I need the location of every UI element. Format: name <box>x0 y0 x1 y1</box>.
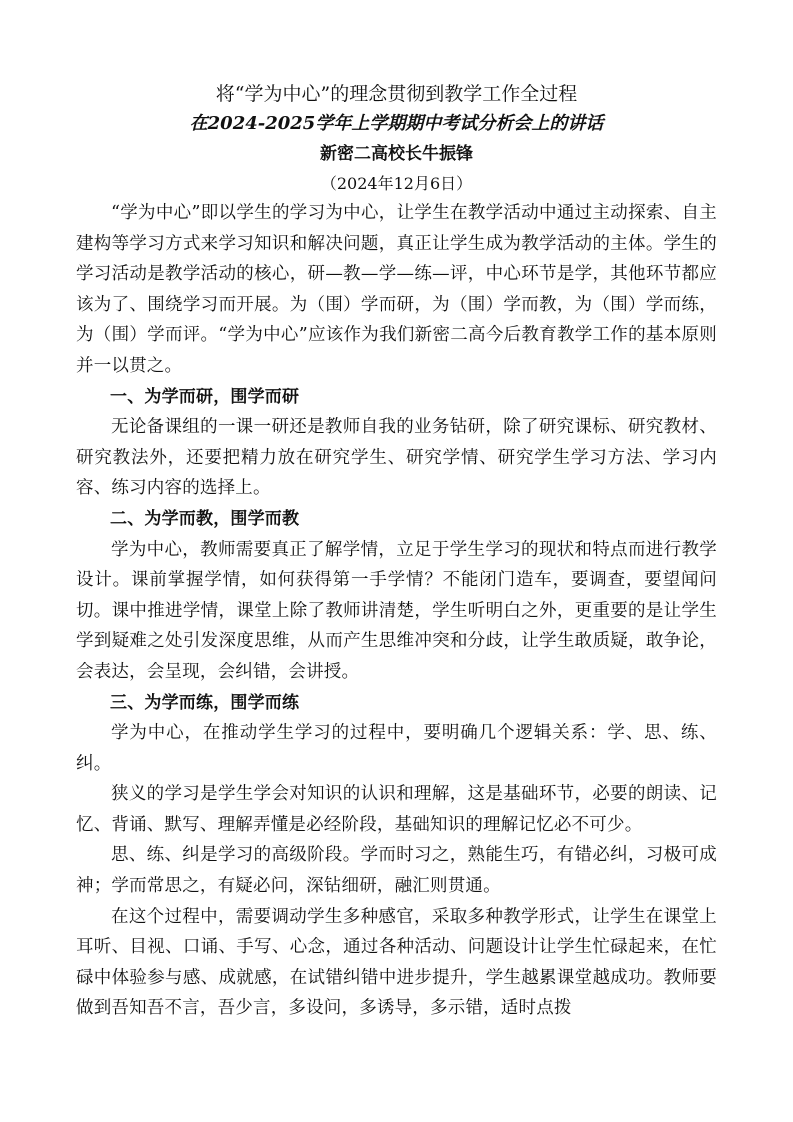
intro-paragraph: “学为中心”即以学生的学习为中心，让学生在教学活动中通过主动探索、自主建构等学习方式来学习知识和解决问题，真正让学生成为教学活动的主体。学生的学习活动是教学活动的核心，研—教—学—练—评，中心环节是学，其他环节都应该为了、围绕学习而开展。为（围）学而研，为（围）学而教，为（围）学而练，为（围）学而评。“学为中心”应该作为我们新密二高今后教育教学工作的基本原则并一以贯之。 <box>76 203 717 376</box>
section-heading-2: 二、为学而教，围学而教 <box>110 508 300 529</box>
paragraph: 无论备课组的一课一研还是教师自我的业务钻研，除了研究课标、研究教材、研究教法外，还要把精力放在研究学生、研究学情、研究学生学习方法、学习内容、练习内容的选择上。 <box>76 417 717 499</box>
paragraph: 学为中心，在推动学生学习的过程中，要明确几个逻辑关系：学、思、练、纠。 <box>76 723 717 774</box>
document-title: 将“学为中心”的理念贯彻到教学工作全过程 <box>215 83 578 105</box>
document-subtitle: 在2024-2025学年上学期期中考试分析会上的讲话 <box>189 113 604 134</box>
paragraph: 学为中心，教师需要真正了解学情，立足于学生学习的现状和特点而进行教学设计。课前掌握学情，如何获得第一手学情？不能闭门造车，要调查，要望闻问切。课中推进学情，课堂上除了教师讲清楚，学生听明白之外，更重要的是让学生学到疑难之处引发深度思维，从而产生思维冲突和分歧，让学生敢质疑，敢争论，会表达，会呈现，会纠错，会讲授。 <box>76 539 717 682</box>
paragraph: 思、练、纠是学习的高级阶段。学而时习之，熟能生巧，有错必纠，习极可成神；学而常思之，有疑必问，深钻细研，融汇则贯通。 <box>76 845 717 897</box>
section-heading-1: 一、为学而研，围学而研 <box>110 386 300 407</box>
title-block <box>76 80 717 198</box>
speaker-line: 新密二高校长牛振锋 <box>320 144 473 164</box>
paragraph: 狭义的学习是学生学会对知识的认识和理解，这是基础环节，必要的朗读、记忆、背诵、默写、理解弄懂是必经阶段，基础知识的理解记忆必不可少。 <box>76 784 717 835</box>
document-body <box>76 198 717 1024</box>
section-heading-3: 三、为学而练，围学而练 <box>110 692 300 713</box>
document-page <box>76 80 717 1024</box>
paragraph: 在这个过程中，需要调动学生多种感官，采取多种教学形式，让学生在课堂上耳听、目视、口诵、手写、心念，通过各种活动、问题设计让学生忙碌起来，在忙碌中体验参与感、成就感，在试错纠错中进步提升，学生越累课堂越成功。教师要做到吾知吾不言，吾少言，多设问，多诱导，多示错，适时点拨 <box>76 906 717 1019</box>
date-line: （2024年12月6日） <box>320 174 473 193</box>
